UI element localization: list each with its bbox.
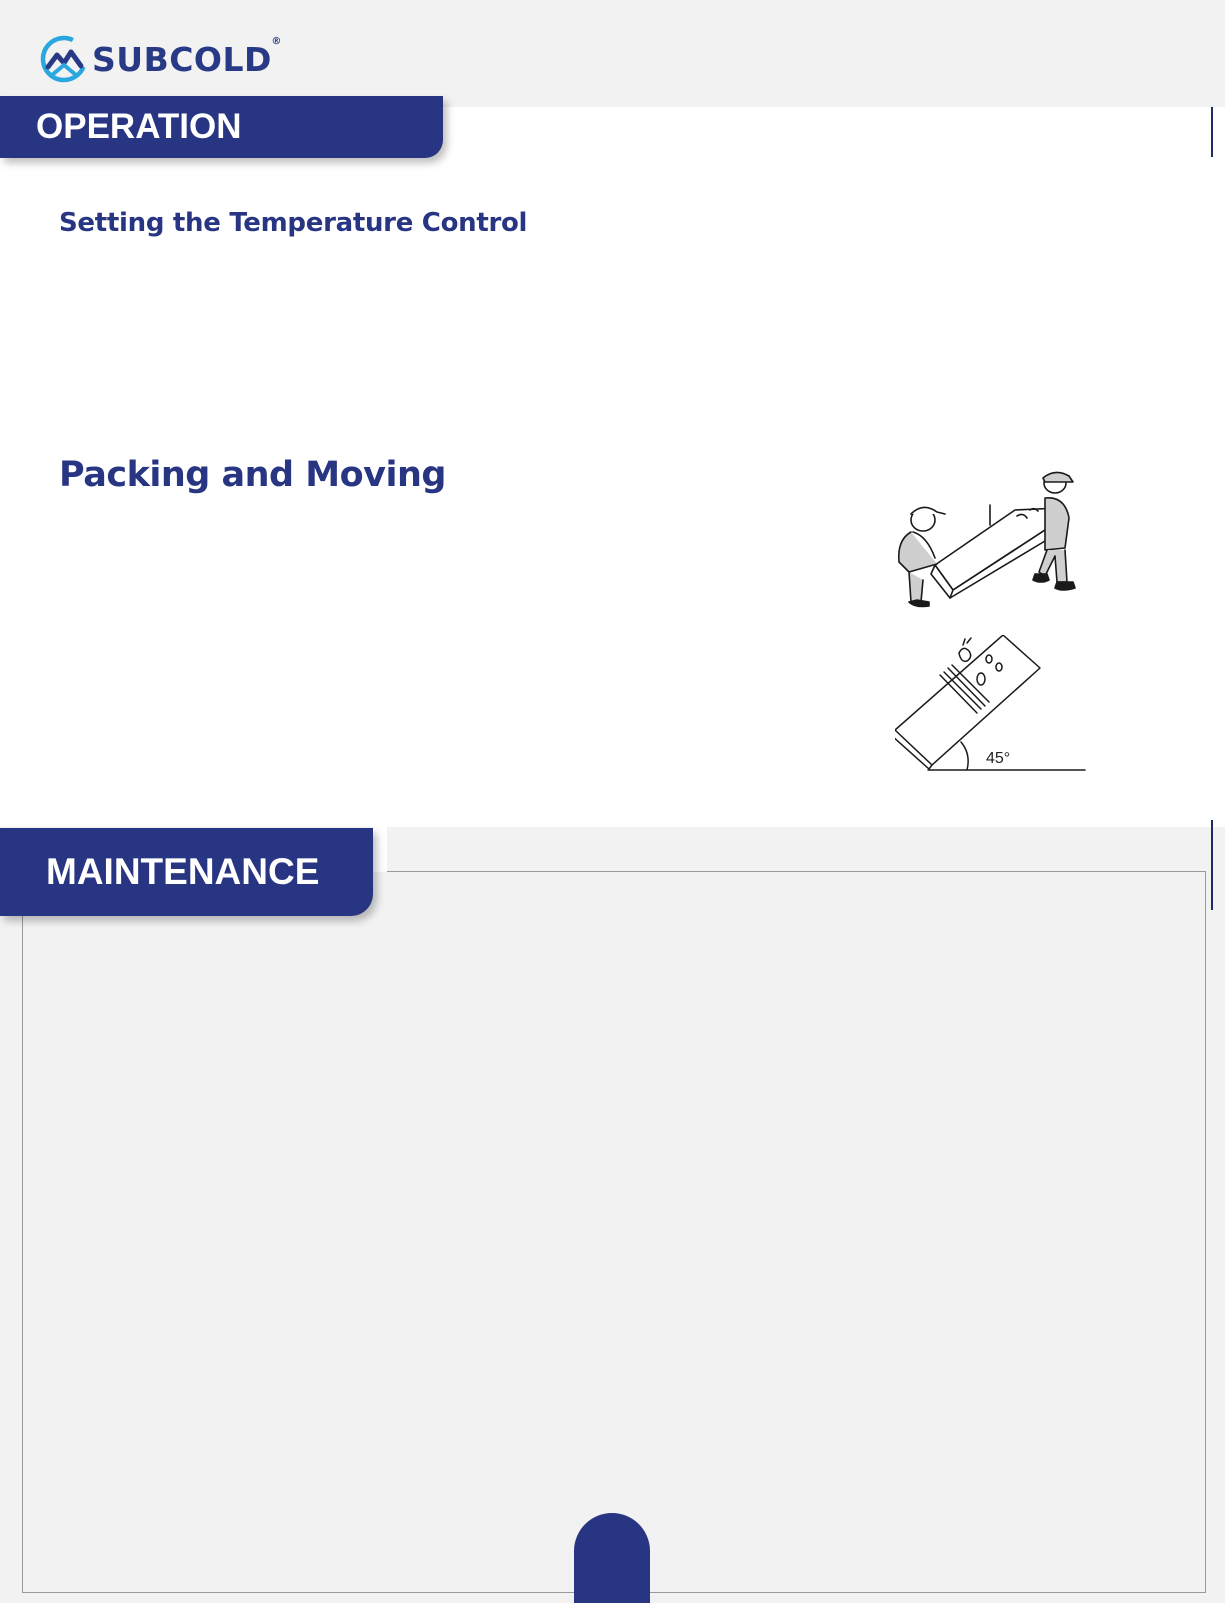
heading-packing-moving: Packing and Moving	[59, 455, 446, 495]
page-number-tab	[574, 1513, 650, 1603]
maintenance-title: MAINTENANCE	[46, 851, 320, 892]
section-tab-maintenance	[0, 828, 373, 916]
edge-mark-middle	[1211, 820, 1213, 910]
section-tab-operation	[0, 96, 443, 158]
maintenance-tab-gap	[373, 820, 387, 872]
brand-name: SUBCOLD ®	[92, 35, 282, 79]
brand-logo	[40, 34, 282, 84]
tilt-angle-label: 45°	[986, 750, 1011, 767]
operation-title: OPERATION	[36, 107, 242, 146]
registered-mark: ®	[271, 35, 282, 47]
edge-mark-top	[1211, 107, 1213, 157]
maintenance-content-box	[22, 871, 1206, 1593]
two-workers-carrying-illustration	[895, 470, 1090, 625]
mountain-logo-icon	[40, 35, 88, 83]
heading-temperature-control: Setting the Temperature Control	[59, 208, 528, 238]
